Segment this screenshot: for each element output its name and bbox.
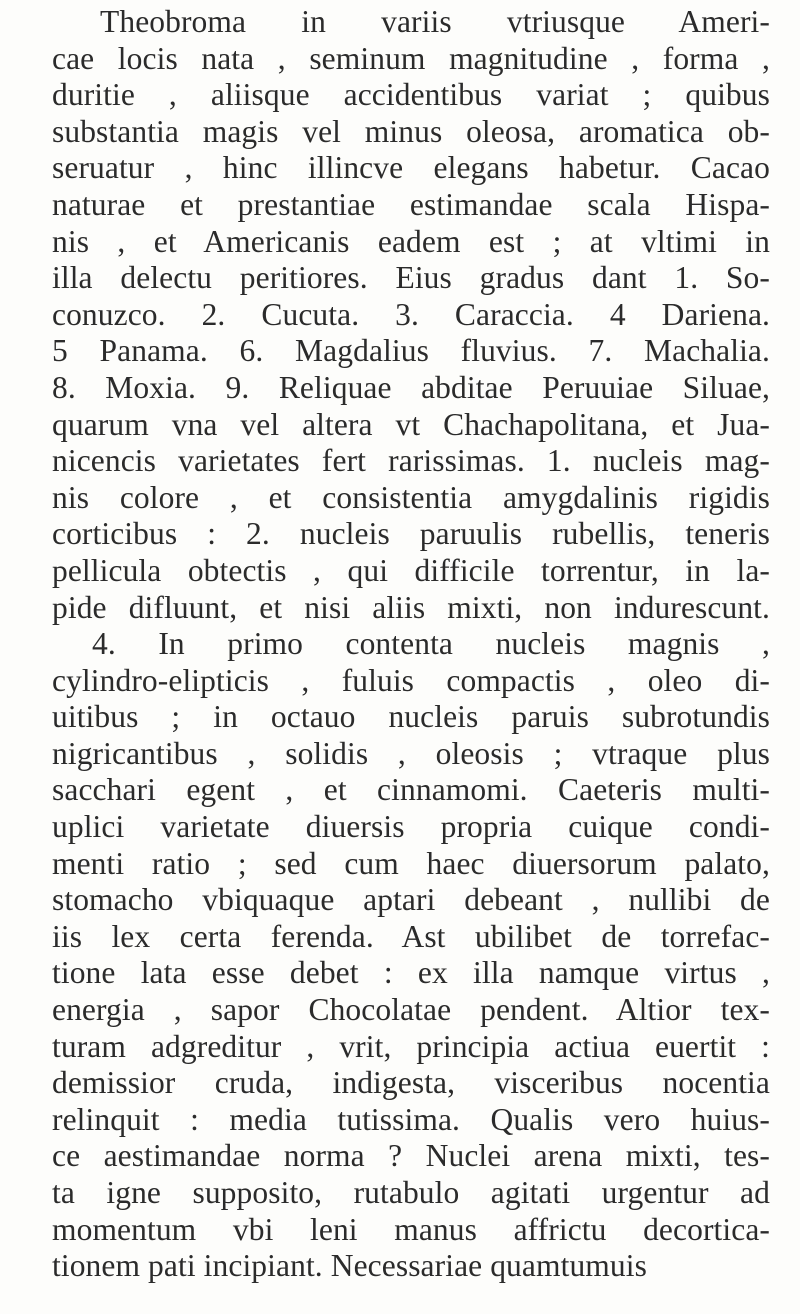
- text-line: naturae et prestantiae estimandae scala Hispa-: [52, 186, 770, 222]
- text-line: conuzco. 2. Cucuta. 3. Caraccia. 4 Dariena.: [52, 296, 770, 332]
- text-line: nis , et Americanis eadem est ; at vltimi in: [52, 223, 770, 259]
- text-line: nigricantibus , solidis , oleosis ; vtraque plus: [52, 735, 770, 771]
- text-line: turam adgreditur , vrit, principia actiua euertit :: [52, 1028, 770, 1064]
- text-line: demissior cruda, indigesta, visceribus nocentia: [52, 1065, 770, 1101]
- text-line: ta igne supposito, rutabulo agitati urgentur ad: [52, 1175, 770, 1210]
- text-line: seruatur , hinc illincve elegans habetur. Cacao: [52, 150, 770, 186]
- text-line: 8. Moxia. 9. Reliquae abditae Peruuiae Siluae,: [52, 369, 770, 405]
- text-line: corticibus : 2. nucleis paruulis rubellis, teneris: [52, 516, 770, 552]
- text-line: 4. In primo contenta nucleis magnis ,: [92, 626, 770, 662]
- text-line: energia , sapor Chocolatae pendent. Altior tex-: [52, 992, 770, 1028]
- text-line: sacchari egent , et cinnamomi. Caeteris multi-: [52, 772, 770, 808]
- text-line: illa delectu peritiores. Eius gradus dant 1. So-: [52, 260, 770, 296]
- latin-text-block: [52, 4, 770, 1285]
- text-line: 5 Panama. 6. Magdalius fluvius. 7. Machalia.: [52, 333, 770, 369]
- text-line: nicencis varietates fert rarissimas. 1. nucleis mag-: [52, 443, 770, 479]
- text-line: iis lex certa ferenda. Ast ubilibet de torrefac-: [52, 918, 770, 954]
- text-line: ce aestimandae norma ? Nuclei arena mixti, tes-: [52, 1138, 770, 1174]
- text-line: quarum vna vel altera vt Chachapolitana, et Jua-: [52, 406, 770, 442]
- text-line: pellicula obtectis , qui difficile torrentur, in la-: [52, 552, 770, 588]
- text-line: tione lata esse debet : ex illa namque virtus ,: [52, 955, 770, 991]
- text-line: Theobroma in variis vtriusque Ameri-: [100, 4, 770, 39]
- text-line: momentum vbi leni manus affrictu decortica-: [52, 1211, 770, 1247]
- text-line: stomacho vbiquaque aptari debeant , nullibi de: [52, 882, 770, 918]
- text-line: duritie , aliisque accidentibus variat ; quibus: [52, 77, 770, 113]
- text-line: nis colore , et consistentia amygdalinis rigidis: [52, 479, 770, 515]
- text-line: uitibus ; in octauo nucleis paruis subrotundis: [52, 699, 770, 735]
- text-line: tionem pati incipiant. Necessariae quamtumuis: [52, 1248, 647, 1284]
- text-line: pide difluunt, et nisi aliis mixti, non indurescunt.: [52, 589, 770, 625]
- text-line: cae locis nata , seminum magnitudine , forma ,: [52, 40, 770, 76]
- text-line: relinquit : media tutissima. Qualis vero huius-: [52, 1101, 770, 1137]
- text-line: cylindro-elipticis , fuluis compactis , oleo di-: [52, 662, 770, 698]
- text-line: uplici varietate diuersis propria cuique condi-: [52, 809, 770, 845]
- text-line: menti ratio ; sed cum haec diuersorum palato,: [52, 845, 770, 881]
- text-line: substantia magis vel minus oleosa, aromatica ob-: [52, 113, 770, 149]
